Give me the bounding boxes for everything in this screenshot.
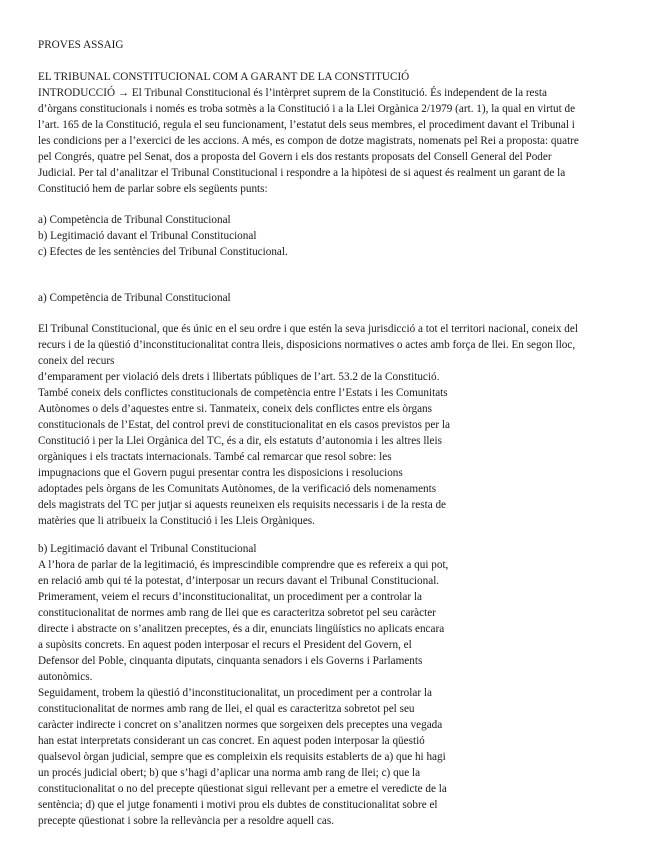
intro-line: Constitució hem de parlar sobre els següents punts:	[38, 183, 268, 195]
section-b-line: a supòsits concrets. En aquest poden interposar el recurs el President del Govern, el	[38, 639, 412, 651]
section-b-line: constitucionalitat de normes amb rang de llei que es caracteritza sobretot pel seu caràcter	[38, 607, 436, 619]
outline-item: b) Legitimació davant el Tribunal Constitucional	[38, 230, 257, 242]
section-a-line: També coneix dels conflictes constitucionals de competència entre l’Estats i les Comunitats	[38, 387, 448, 399]
section-b-line: autonòmics.	[38, 671, 93, 683]
section-b-line: han estat interpretats considerant un cas concret. En aquest poden interposar la qüestió	[38, 735, 425, 747]
section-a-line: El Tribunal Constitucional, que és únic en el seu ordre i que estén la seva jurisdicció a tot el territori nacional, coneix del	[38, 323, 578, 335]
section-b-line: A l’hora de parlar de la legitimació, és imprescindible comprendre que es refereix a qui pot,	[38, 559, 449, 571]
section-a-line: Autònomes o dels d’aquestes entre si. Tanmateix, coneix dels conflictes entre els òrgans	[38, 403, 432, 415]
intro-line: d’òrgans constitucionals i només es troba sotmès a la Constitució i a la Llei Orgànica 2/1979 (art. 1), la qual en virtut de	[38, 103, 576, 115]
section-b-line: precepte qüestionat i sobre la rellevància per a resoldre aquell cas.	[38, 815, 335, 827]
section-b-line: un procés judicial obert; b) que s’hagi d’aplicar una norma amb rang de llei; c) que la	[38, 767, 421, 779]
section-b-line: Primerament, veiem el recurs d’inconstitucionalitat, un procediment per a controlar la	[38, 591, 422, 603]
section-b-line: qualsevol òrgan judicial, sempre que es compleixin els requisits establerts de a) que hi hagi	[38, 751, 446, 763]
section-b-line: Defensor del Poble, cinquanta diputats, cinquanta senadors i els Governs i Parlaments	[38, 655, 423, 667]
section-b-line: Seguidament, trobem la qüestió d’inconstitucionalitat, un procediment per a controlar la	[38, 687, 432, 699]
section-b-line: directe i abstracte on s’analitzen preceptes, és a dir, enunciats lingüístics no aplicats encara	[38, 623, 445, 635]
section-a-line: recurs i de la qüestió d’inconstitucionalitat contra lleis, disposicions normatives o actes amb força de llei. En segon lloc,	[38, 339, 576, 351]
outline-item: c) Efectes de les sentències del Tribunal Constitucional.	[38, 246, 288, 258]
intro-line: les condicions per a l’exercici de les accions. A més, es compon de dotze magistrats, nomenats pel Rei a proposta: quatre	[38, 135, 579, 147]
section-a-line: d’emparament per violació dels drets i llibertats públiques de l’art. 53.2 de la Constitució.	[38, 371, 440, 383]
section-a-line: dels magistrats del TC per jutjar si aquests reuneixen els requisits necessaris i de la resta de	[38, 499, 447, 511]
section-b-heading: b) Legitimació davant el Tribunal Constitucional	[38, 543, 257, 555]
section-a-line: coneix del recurs	[38, 355, 115, 367]
document-title: EL TRIBUNAL CONSTITUCIONAL COM A GARANT DE LA CONSTITUCIÓ	[38, 71, 410, 83]
section-a-line: adoptades pels òrgans de les Comunitats Autònomes, de la verificació dels nomenaments	[38, 483, 437, 495]
intro-line: Judicial. Per tal d’analitzar el Tribunal Constitucional i respondre a la hipòtesi de si aquest és realment un garant de la	[38, 167, 566, 179]
section-a-heading: a) Competència de Tribunal Constitucional	[38, 292, 231, 304]
section-b-line: constitucionalitat de normes amb rang de llei, el qual es caracteritza sobretot pel seu	[38, 703, 415, 715]
section-a-line: orgàniques i els tractats internacionals. També cal remarcar que resol sobre: les	[38, 451, 392, 463]
intro-line: INTRODUCCIÓ → El Tribunal Constitucional és l’intèrpret suprem de la Constitució. És independent de la resta	[38, 87, 547, 99]
section-a-line: constitucionals de l’Estat, del control previ de constitucionalitat en els casos previstos per la	[38, 419, 450, 431]
section-b-line: constitucionalitat o no del precepte qüestionat sigui rellevant per a emetre el veredicte de la	[38, 783, 447, 795]
intro-line: pel Congrés, quatre pel Senat, dos a proposta del Govern i els dos restants proposats del Consell General del Poder	[38, 151, 552, 163]
section-a-line: matèries que li atribueix la Constitució i les Lleis Orgàniques.	[38, 515, 315, 527]
section-b-line: sentència; d) que el jutge fonamenti i motivi prou els dubtes de constitucionalitat sobre el	[38, 799, 438, 811]
section-a-line: impugnacions que el Govern pugui presentar contra les disposicions i resolucions	[38, 467, 403, 479]
section-a-line: Constitució i per la Llei Orgànica del TC, és a dir, els estatuts d’autonomia i les altres lleis	[38, 435, 442, 447]
outline-item: a) Competència de Tribunal Constitucional	[38, 214, 231, 226]
intro-line: l’art. 165 de la Constitució, regula el seu funcionament, l’estatut dels seus membres, el procediment davant el Tribunal i	[38, 119, 575, 131]
section-b-line: caràcter indirecte i concret on s’analitzen normes que sorgeixen dels preceptes una vegada	[38, 719, 443, 731]
section-b-line: en relació amb qui té la potestat, d’interposar un recurs davant el Tribunal Constitucional.	[38, 575, 440, 587]
page-header-label: PROVES ASSAIG	[38, 39, 124, 51]
